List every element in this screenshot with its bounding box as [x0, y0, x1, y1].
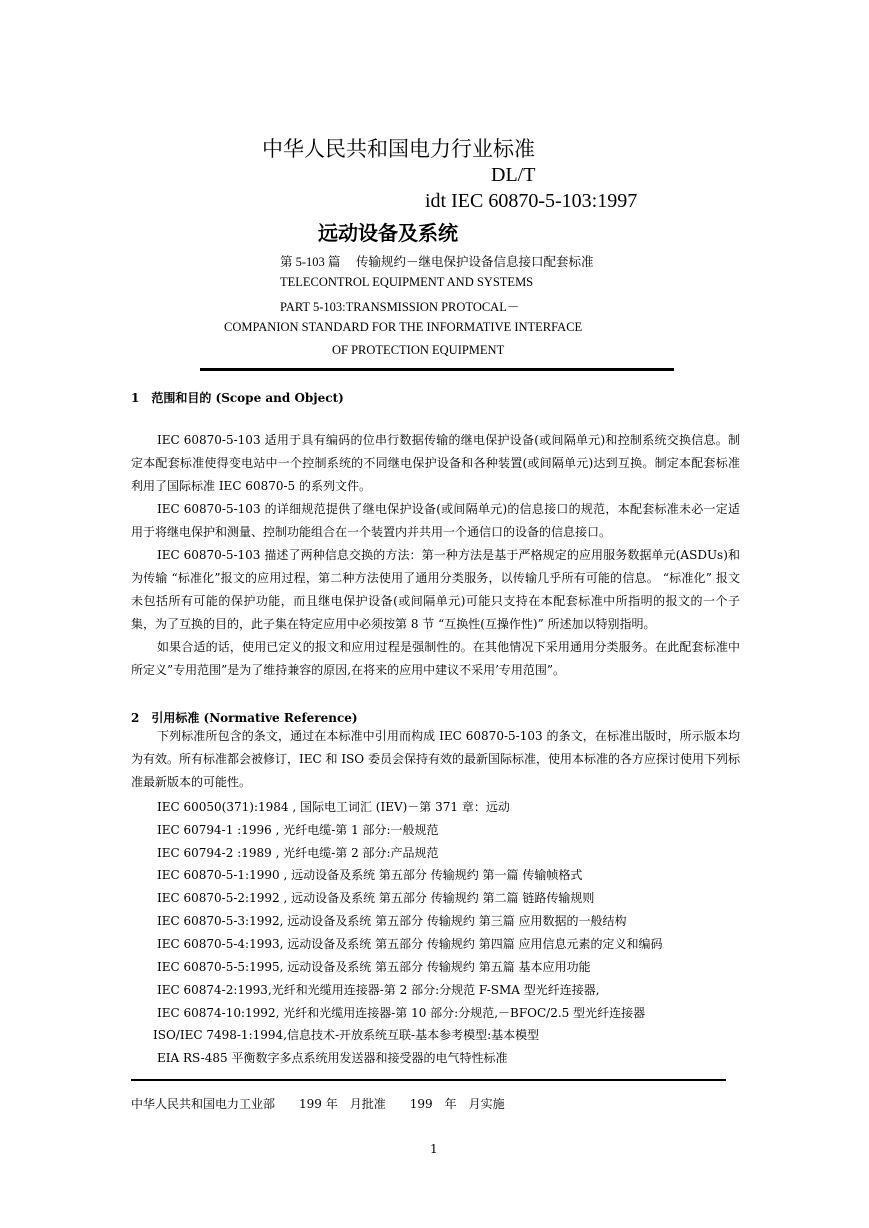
reference-item: IEC 60794-2 :1989 , 光纤电缆-第 2 部分:产品规范: [157, 846, 439, 860]
section-1-paragraph: IEC 60870-5-103 描述了两种信息交换的方法：第一种方法是基于严格规定的应用服务数据单元(ASDUs)和为传输 “标准化”报文的应用过程，第二种方法使用了通用分类服务，以传输几乎所有可能的信息。 “标准化” 报文未包括所有可能的保护功能，而且继电保护设备(或间隔单元)可能只支持在本配套标准中所指明的报文的一个子集，为了互换的目的，此子集在特定应用中必须按第 8 节 “互换性(互操作性)” 所述加以特别指明。: [131, 548, 740, 631]
reference-item: IEC 60050(371):1984 , 国际电工词汇 (IEV)－第 371 章：远动: [157, 800, 510, 814]
section-2-paragraph: 下列标准所包含的条文，通过在本标准中引用而构成 IEC 60870-5-103 的条文，在标准出版时，所示版本均为有效。所有标准都会被修订，IEC 和 ISO 委员会保持有效的最新国际标准，使用本标准的各方应探讨使用下列标准最新版本的可能性。: [131, 729, 740, 789]
subtitle-en-1: TELECONTROL EQUIPMENT AND SYSTEMS: [280, 275, 534, 289]
subtitle-part-cn: 第 5-103 篇 传输规约－继电保护设备信息接口配套标准: [280, 255, 594, 269]
document-title: 远动设备及系统: [318, 221, 458, 245]
section-2-body: [131, 725, 740, 794]
reference-item: IEC 60870-5-4:1993, 远动设备及系统 第五部分 传输规约 第四篇 应用信息元素的定义和编码: [157, 937, 663, 951]
standard-equivalence: idt IEC 60870-5-103:1997: [425, 190, 638, 212]
reference-item: ISO/IEC 7498-1:1994,信息技术-开放系统互联-基本参考模型:基本模型: [153, 1028, 540, 1042]
standard-code: DL/T: [491, 164, 536, 186]
reference-item: IEC 60870-5-3:1992, 远动设备及系统 第五部分 传输规约 第三篇 应用数据的一般结构: [157, 914, 627, 928]
footer-divider: [131, 1079, 726, 1081]
section-1-body: [131, 429, 740, 682]
section-1-heading: 1 范围和目的 (Scope and Object): [131, 391, 344, 405]
reference-item: IEC 60794-1 :1996 , 光纤电缆-第 1 部分:一般规范: [157, 823, 439, 837]
section-1-paragraph: IEC 60870-5-103 适用于具有编码的位串行数据传输的继电保护设备(或间隔单元)和控制系统交换信息。制定本配套标准使得变电站中一个控制系统的不同继电保护设备和各种装置(或间隔单元)达到互换。制定本配套标准利用了国际标准 IEC 60870-5 的系列文件。: [131, 433, 740, 493]
reference-item: EIA RS-485 平衡数字多点系统用发送器和接受器的电气特性标准: [157, 1051, 508, 1065]
section-1-paragraph: IEC 60870-5-103 的详细规范提供了继电保护设备(或间隔单元)的信息接口的规范，本配套标准未必一定适用于将继电保护和测量、控制功能组合在一个装置内并共用一个通信口的设备的信息接口。: [131, 502, 740, 539]
title-divider: [200, 368, 674, 371]
approval-line: 中华人民共和国电力工业部 199 年 月批准 199 年 月实施: [131, 1097, 505, 1111]
reference-item: IEC 60870-5-1:1990 , 远动设备及系统 第五部分 传输规约 第一篇 传输帧格式: [157, 868, 583, 882]
subtitle-en-4: OF PROTECTION EQUIPMENT: [332, 343, 505, 357]
section-1-paragraph: 如果合适的话，使用已定义的报文和应用过程是强制性的。在其他情况下采用通用分类服务。在此配套标准中所定义”专用范围”是为了维持兼容的原因,在将来的应用中建议不采用’专用范围”。: [131, 640, 740, 677]
reference-item: IEC 60874-10:1992, 光纤和光缆用连接器-第 10 部分:分规范,－BFOC/2.5 型光纤连接器: [157, 1006, 646, 1020]
reference-item: IEC 60870-5-5:1995, 远动设备及系统 第五部分 传输规约 第五篇 基本应用功能: [157, 960, 591, 974]
subtitle-en-2: PART 5-103:TRANSMISSION PROTOCAL－: [280, 300, 520, 314]
standard-org-title: 中华人民共和国电力行业标准: [262, 137, 535, 161]
reference-item: IEC 60870-5-2:1992 , 远动设备及系统 第五部分 传输规约 第二篇 链路传输规则: [157, 891, 595, 905]
reference-item: IEC 60874-2:1993,光纤和光缆用连接器-第 2 部分:分规范 F-SMA 型光纤连接器,: [157, 983, 600, 997]
page-number: 1: [430, 1142, 438, 1156]
subtitle-en-3: COMPANION STANDARD FOR THE INFORMATIVE INTERFACE: [224, 320, 583, 334]
section-2-heading: 2 引用标准 (Normative Reference): [131, 711, 358, 725]
